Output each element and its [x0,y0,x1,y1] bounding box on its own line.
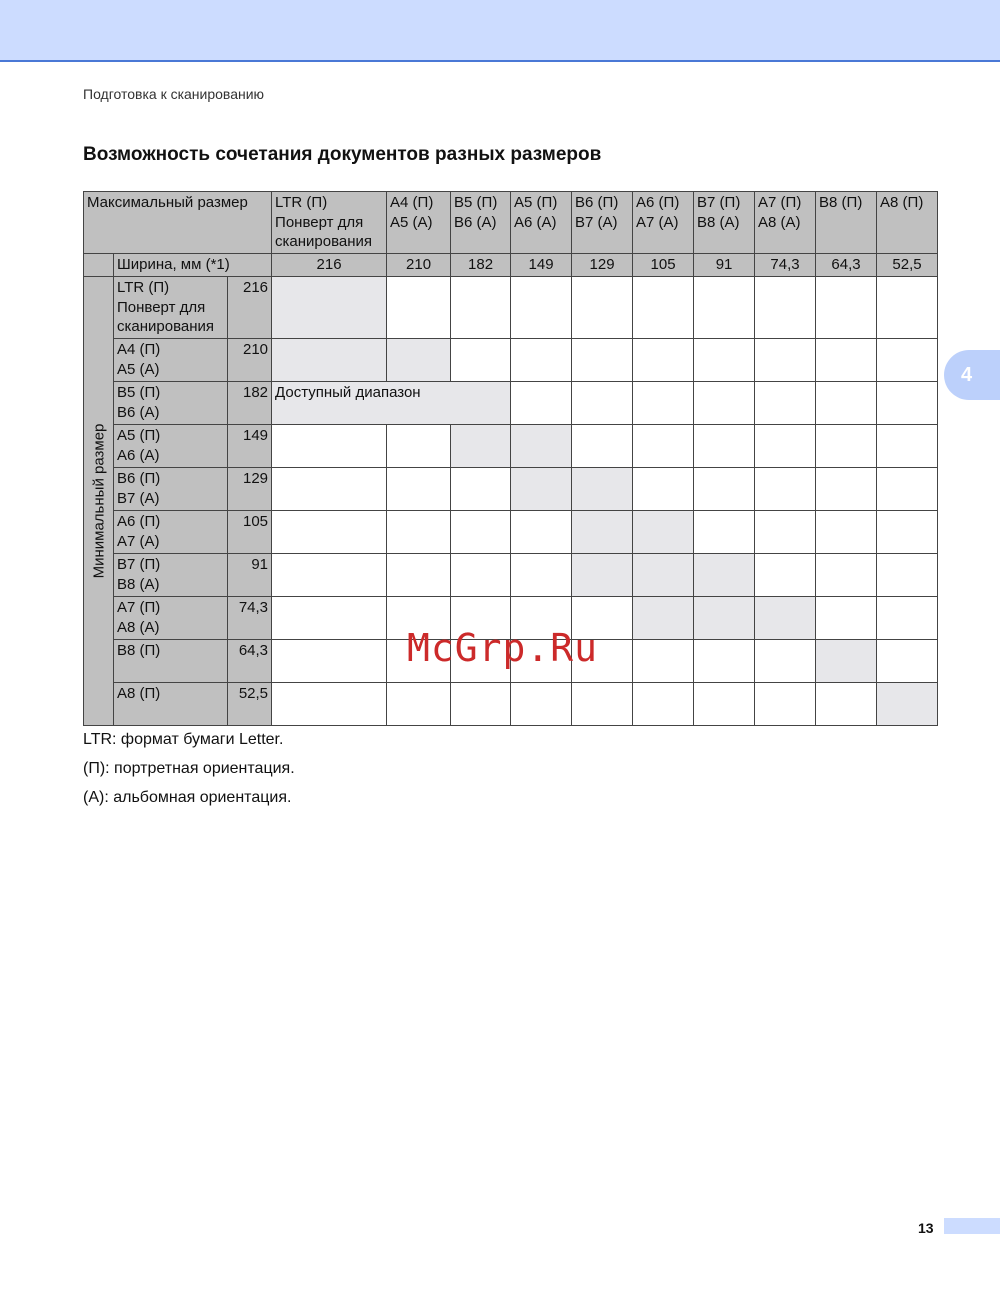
table-cell [816,554,877,597]
table-cell [387,425,451,468]
cell-text: A7 (A) [636,213,679,231]
column-width: 91 [694,254,755,277]
column-width: 216 [272,254,387,277]
cell-text: B7 (П) [697,194,741,211]
table-cell [694,425,755,468]
table-cell [387,511,451,554]
table-cell [816,277,877,339]
column-header [572,192,633,254]
range-cell [694,554,755,597]
cell-text: B7 (A) [575,213,618,231]
cell-text: B7 (П) [117,556,161,573]
row-header [114,640,228,683]
range-cell [511,425,572,468]
cell-text: A7 (П) [117,599,161,616]
table-cell [816,511,877,554]
table-cell [272,554,387,597]
min-size-label: Минимальный размер [89,423,107,579]
table-cell [755,683,816,726]
table-cell [694,640,755,683]
table-cell [387,683,451,726]
table-cell [755,277,816,339]
cell-text: B7 (A) [117,489,160,507]
range-cell [877,683,938,726]
table-cell [272,640,387,683]
table-cell [633,339,694,382]
table-cell [272,683,387,726]
range-cell [633,554,694,597]
table-cell [694,511,755,554]
table-cell [755,339,816,382]
cell-text: B8 (П) [117,642,161,659]
cell-text: A7 (A) [117,532,160,550]
available-range-label: Доступный диапазон [275,384,421,401]
table-cell [451,683,511,726]
table-cell [755,468,816,511]
table-cell [387,554,451,597]
row-header [114,468,228,511]
cell-text: сканирования [275,233,373,250]
page-number-bar [944,1218,1000,1234]
page-header-band [0,0,1000,62]
range-cell [272,277,387,339]
table-cell [387,468,451,511]
cell-text: A8 (П) [117,685,161,702]
range-cell [511,468,572,511]
page-number: 13 [918,1220,934,1236]
column-header [272,192,387,254]
range-cell [694,597,755,640]
table-cell [272,511,387,554]
row-width: 129 [228,468,272,511]
range-cell [272,339,387,382]
column-header [755,192,816,254]
table-cell [755,382,816,425]
range-cell [633,511,694,554]
table-cell [816,425,877,468]
cell-text: B6 (A) [117,403,160,421]
table-cell [755,640,816,683]
row-header [114,277,228,339]
column-width: 149 [511,254,572,277]
table-cell [633,277,694,339]
width-header: Ширина, мм (*1) [114,254,272,277]
min-size-side-header [84,277,114,726]
cell-text: B6 (A) [454,213,497,231]
table-cell [694,277,755,339]
column-header [387,192,451,254]
range-cell [572,554,633,597]
row-header [114,382,228,425]
column-width: 210 [387,254,451,277]
table-cell [572,683,633,726]
table-cell [572,339,633,382]
range-cell [387,339,451,382]
cell-text: A8 (A) [117,618,160,636]
range-cell [755,597,816,640]
column-header [694,192,755,254]
max-size-header: Максимальный размер [84,192,272,254]
range-cell [572,511,633,554]
column-header [451,192,511,254]
table-cell [694,683,755,726]
cell-text: A5 (A) [117,360,160,378]
cell-text: A8 (П) [880,194,924,211]
table-cell [877,382,938,425]
table-cell [451,277,511,339]
range-cell [572,468,633,511]
table-cell [511,339,572,382]
table-cell [633,640,694,683]
breadcrumb: Подготовка к сканированию [83,86,265,102]
cell-text: A5 (П) [514,194,558,211]
table-cell [511,511,572,554]
row-width: 52,5 [228,683,272,726]
table-cell [572,425,633,468]
row-width: 149 [228,425,272,468]
cell-text: A5 (П) [117,427,161,444]
row-header [114,597,228,640]
row-width: 216 [228,277,272,339]
table-cell [877,339,938,382]
notes [83,730,295,817]
cell-text: Понверт для [117,298,206,316]
row-header [114,425,228,468]
table-cell [816,382,877,425]
cell-text: B8 (A) [117,575,160,593]
cell-text: B8 (П) [819,194,863,211]
range-cell [272,382,511,425]
column-width: 105 [633,254,694,277]
note-ltr: LTR: формат бумаги Letter. [83,731,284,748]
table-cell [755,554,816,597]
cell-text: A4 (П) [117,341,161,358]
table-cell [633,382,694,425]
cell-text: B6 (П) [117,470,161,487]
column-header [633,192,694,254]
column-header [877,192,938,254]
row-width: 105 [228,511,272,554]
row-width: 64,3 [228,640,272,683]
table-cell [877,277,938,339]
row-header [114,339,228,382]
table-cell [877,425,938,468]
cell-text: A8 (A) [758,213,801,231]
row-width: 182 [228,382,272,425]
chapter-tab[interactable]: 4 [944,350,1000,400]
range-cell [451,425,511,468]
table-cell [755,425,816,468]
table-cell [633,683,694,726]
table-cell [633,425,694,468]
cell-text: сканирования [117,318,215,335]
table-cell [816,339,877,382]
note-landscape: (A): альбомная ориентация. [83,789,292,806]
table-cell [451,339,511,382]
table-cell [511,277,572,339]
table-cell [755,511,816,554]
table-cell [272,597,387,640]
table-cell [511,382,572,425]
row-header [114,554,228,597]
table-cell [694,468,755,511]
table-cell [877,597,938,640]
cell-text: B5 (П) [454,194,498,211]
cell-text: A6 (П) [636,194,680,211]
table-cell [694,382,755,425]
range-cell [633,597,694,640]
table-cell [877,511,938,554]
cell-text: B5 (П) [117,384,161,401]
note-portrait: (П): портретная ориентация. [83,760,295,777]
row-header [114,511,228,554]
cell-text: B6 (П) [575,194,619,211]
column-width: 74,3 [755,254,816,277]
cell-text: LTR (П) [275,194,328,211]
cell-text: A5 (A) [390,213,433,231]
table-cell [633,468,694,511]
column-width: 52,5 [877,254,938,277]
column-header [816,192,877,254]
row-width: 74,3 [228,597,272,640]
table-cell [877,468,938,511]
range-cell [816,640,877,683]
table-cell [451,554,511,597]
table-cell [694,339,755,382]
empty-cell [84,254,114,277]
table-cell [572,277,633,339]
row-width: 210 [228,339,272,382]
cell-text: LTR (П) [117,279,170,296]
table-cell [451,511,511,554]
row-width: 91 [228,554,272,597]
table-cell [816,683,877,726]
column-width: 182 [451,254,511,277]
table-cell [511,554,572,597]
cell-text: A6 (П) [117,513,161,530]
column-width: 64,3 [816,254,877,277]
table-cell [816,597,877,640]
table-cell [451,468,511,511]
table-cell [387,277,451,339]
row-header [114,683,228,726]
cell-text: A6 (A) [514,213,557,231]
cell-text: B8 (A) [697,213,740,231]
cell-text: Понверт для [275,213,364,231]
table-cell [877,554,938,597]
table-cell [272,425,387,468]
column-header [511,192,572,254]
table-cell [816,468,877,511]
table-cell [572,382,633,425]
table-cell [511,683,572,726]
cell-text: A6 (A) [117,446,160,464]
cell-text: A4 (П) [390,194,434,211]
table-cell [272,468,387,511]
section-title: Возможность сочетания документов разных размеров [83,144,602,165]
cell-text: A7 (П) [758,194,802,211]
watermark: McGrp.Ru [407,626,599,670]
table-cell [877,640,938,683]
column-width: 129 [572,254,633,277]
